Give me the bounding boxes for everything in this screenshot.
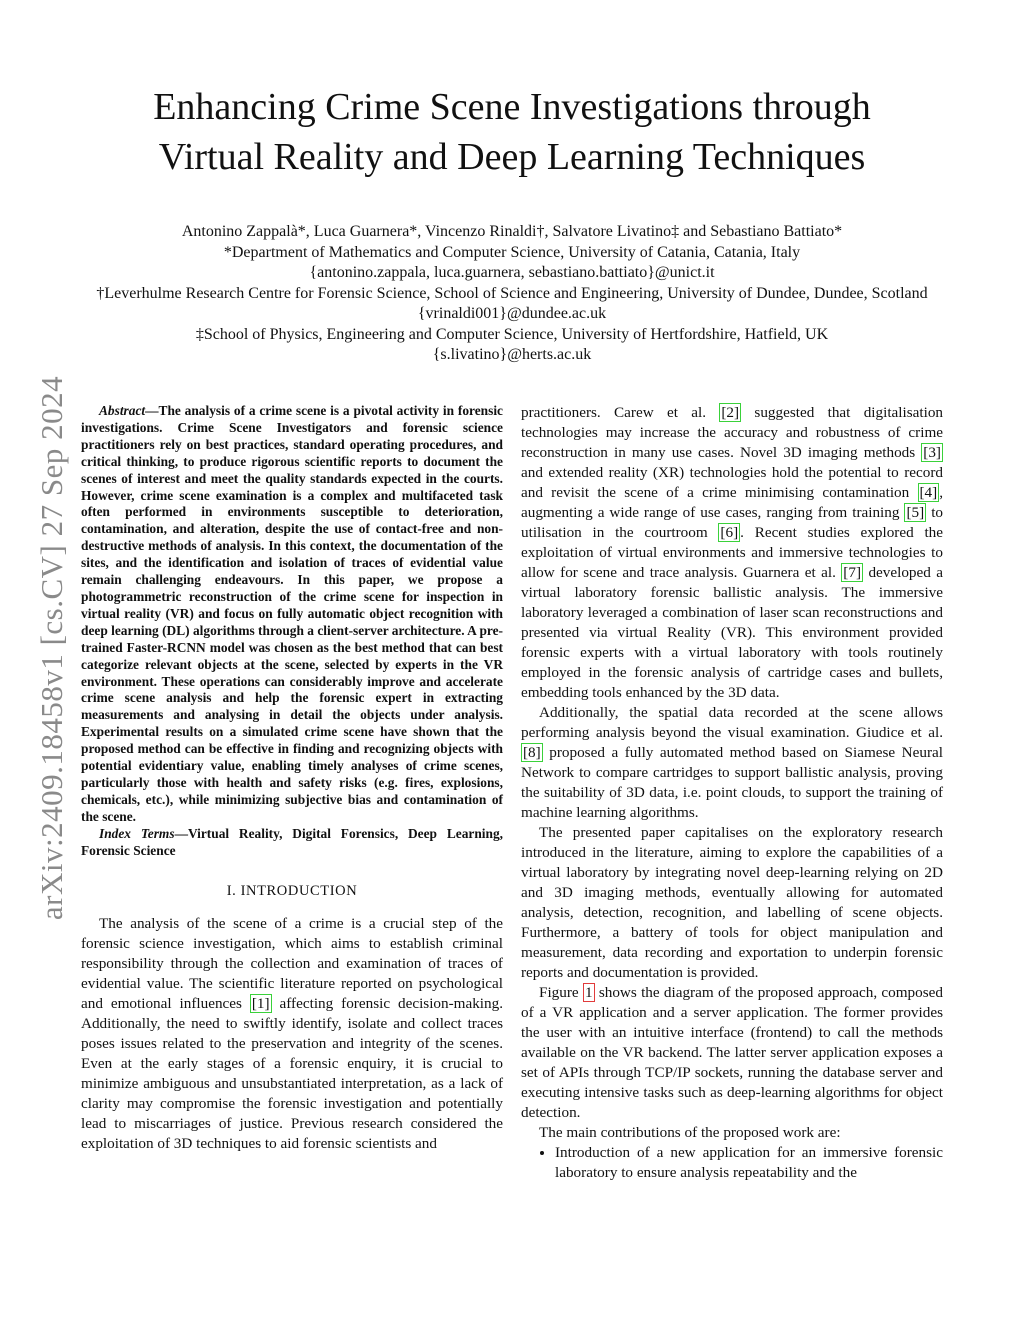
citation-link[interactable]: [2] xyxy=(721,404,740,421)
affiliation-dundee: †Leverhulme Research Centre for Forensic Science, School of Science and Engineering, University of Dundee, Dundee, Scotland xyxy=(96,284,928,302)
citation-link[interactable]: [7] xyxy=(843,564,862,581)
citation-link[interactable]: [6] xyxy=(720,524,739,541)
email-dundee: {vrinaldi001}@dundee.ac.uk xyxy=(417,305,607,322)
right-paragraph-3: The presented paper capitalises on the exploratory research introduced in the literature, aiming to explore the capabilities of a virtual laboratory by integrating novel deep-learning relying on 2D and 3D imaging methods, eventually allowing for automated analysis, detection, recognition, and labelling of scene objects. Furthermore, a battery of tools for object manipulation and measurement, data recording and exportation to underpin forensic reports and documentation is provided. xyxy=(521,824,943,981)
index-terms xyxy=(81,826,503,860)
section-heading-introduction: I. INTRODUCTION xyxy=(226,883,358,900)
affiliation-catania: *Department of Mathematics and Computer Science, University of Catania, Catania, Italy xyxy=(223,243,801,261)
figure-link[interactable]: 1 xyxy=(584,984,593,1001)
right-paragraph-4: Figure 1 shows the diagram of the proposed approach, composed of a VR application and a server application. The former provides the user with an intuitive interface (frontend) to call the methods available on the VR backend. The latter server application exposes a set of APIs through TCP/IP sockets, running the database server and executing intensive tasks such as deep-learning algorithms for object detection. xyxy=(521,984,943,1121)
citation-link[interactable]: [3] xyxy=(923,444,941,461)
citation-link[interactable]: [8] xyxy=(523,744,541,761)
abstract xyxy=(81,403,503,826)
citation-link[interactable]: [1] xyxy=(251,995,270,1013)
index-terms-text: —Virtual Reality, Digital Forensics, Deep Learning, Forensic Science xyxy=(81,825,504,858)
title-line-2: Virtual Reality and Deep Learning Techniques xyxy=(158,136,866,178)
right-paragraph-2: Additionally, the spatial data recorded at the scene allows performing analysis beyond the visual examination. Giudice et al. [8] proposed a fully automated method based on Siamese Neural Network to compare cartridges to support ballistic analysis, proving the suitability of 3D data, i.e. point clouds, to support the training of machine learning algorithms. xyxy=(521,704,944,821)
title-line-1: Enhancing Crime Scene Investigations through xyxy=(153,86,871,128)
arxiv-identifier: arXiv:2409.18458v1 [cs.CV] 27 Sep 2024 xyxy=(34,375,69,921)
right-paragraph-5: The main contributions of the proposed work are: xyxy=(539,1124,841,1141)
citation-link[interactable]: [5] xyxy=(906,504,925,521)
citation-link[interactable]: [4] xyxy=(919,484,938,501)
left-column xyxy=(81,403,503,1154)
author-names: Antonino Zappalà*, Luca Guarnera*, Vincenzo Rinaldi†, Salvatore Livatino‡ and Sebastiano Battiato* xyxy=(181,223,843,240)
intro-paragraph: The analysis of the scene of a crime is a crucial step of the forensic science investigation, which aims to establish criminal responsibility through the collection and examination of traces of evidential value. The scientific literature reported on psychological and emotional influences [1] affecting forensic decision-making. Additionally, the need to swiftly identify, isolate and collect traces poses issues related to the preservation and integrity of the scenes. Even at the early stages of a forensic enquiry, it is crucial to minimize ambiguous and unsubstantiated interpretation, as a lack of clarity may compromise the forensic investigation and potentially lead to miscarriages of justice. Previous research considered the exploitation of 3D techniques to aid forensic scientists and xyxy=(81,915,504,1153)
index-terms-label: Index Terms xyxy=(99,825,175,841)
right-column xyxy=(521,403,943,1183)
paper-title xyxy=(0,82,1024,182)
right-paragraph-1: practitioners. Carew et al. [2] suggested that digitalisation technologies may increase the accuracy and robustness of crime reconstruction in many use cases. Novel 3D imaging methods [3] and extended reality (XR) technologies hold the potential to record and revisit the scene of a crime minimising contamination [4] , augmenting a wide range of use cases, ranging from training [5] to utilisation in the courtroom [6] . Recent studies explored the exploitation of virtual environments and immersive technologies to allow for scene and trace analysis. Guarnera et al. [7] developed a virtual laboratory forensic ballistic analysis. The immersive laboratory leveraged a combination of laser scan reconstructions and presented via virtual Reality (VR). This environment provided forensic experts with a virtual laboratory with tools routinely employed in the forensic analysis of cartridge cases and bullets, embedding tools enhanced by the 3D data. xyxy=(521,404,944,701)
email-hertfordshire: {s.livatino}@herts.ac.uk xyxy=(432,346,592,363)
abstract-text: —The analysis of a crime scene is a pivotal activity in forensic investigations. Crime Scene Investigators and forensic science practitioners rely on best practices, standard operating procedures, and critical thinking, to produce rigorous scientific reports to document the scenes of interest and meet the quality standards expected in the courts. However, crime scene examination is a complex and multifaceted task often performed in environments susceptible to deterioration, contamination, and alteration, despite the use of contact-free and non-destructive methods of analysis. In this context, the documentation of the sites, and the identification and isolation of traces of evidential value remain challenging endeavours. In this paper, we propose a photogrammetric reconstruction of the crime scene for inspection in virtual reality (VR) and focus on fully automatic object recognition with deep learning (DL) algorithms through a client-server architecture. A pre-trained Faster-RCNN model was chosen as the best method that can best categorize relevant objects at the scene, selected by experts in the VR environment. These operations can considerably improve and accelerate crime scene analysis and help the forensic expert in extracting measurements and analysing in detail the objects under analysis. Experimental results on a simulated crime scene have shown that the proposed method can be effective in finding and recognizing objects with potential evidentiary value, enabling timely analyses of crime scenes, particularly those with health and safety risks (e.g. fires, explosions, chemicals, etc.), while minimizing subjective bias and contamination of the scene. xyxy=(81,403,503,824)
email-catania: {antonino.zappala, luca.guarnera, sebastiano.battiato}@unict.it xyxy=(309,264,715,281)
affiliation-hertfordshire: ‡School of Physics, Engineering and Computer Science, University of Hertfordshire, Hatfield, UK xyxy=(195,325,829,343)
list-item: • Introduction of a new application for an immersive forensic laboratory to ensure analysis repeatability and the xyxy=(555,1143,943,1183)
contributions-list xyxy=(521,1143,943,1183)
author-block xyxy=(0,222,1024,366)
abstract-label: Abstract xyxy=(99,403,146,418)
